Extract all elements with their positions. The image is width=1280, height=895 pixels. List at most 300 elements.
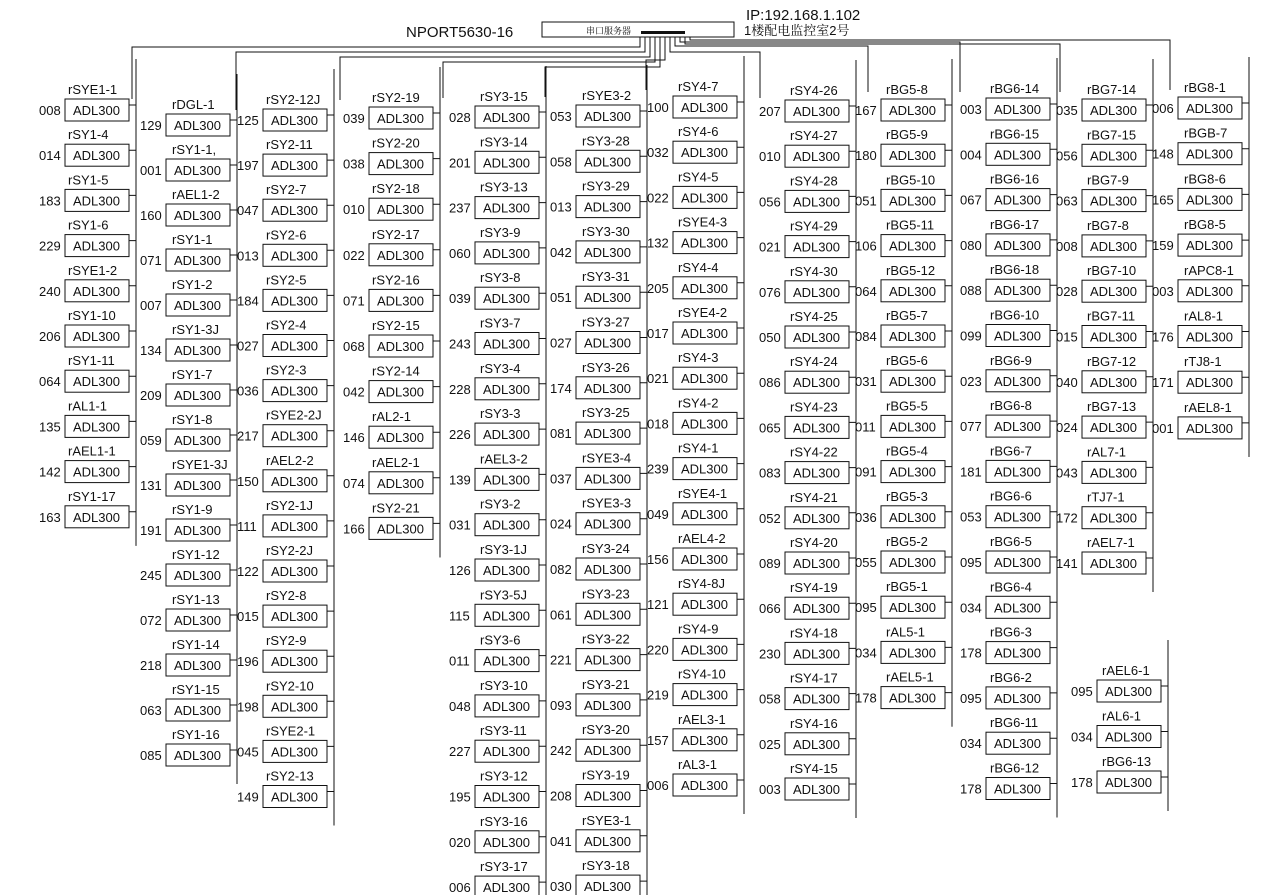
device-rBG6-2[interactable] [960, 670, 1050, 709]
device-address: 111 [237, 518, 257, 534]
device-stub [1242, 332, 1249, 366]
device-model: ADL300 [271, 609, 318, 625]
device-rSY4-3[interactable] [647, 350, 737, 389]
device-address: 196 [237, 654, 259, 670]
device-rSY3-14[interactable] [449, 134, 539, 173]
device-rBG7-13[interactable] [1056, 399, 1146, 438]
device-rSYE3-2[interactable] [550, 88, 640, 127]
device-stub [230, 570, 237, 604]
device-stub [737, 690, 744, 724]
device-model: ADL300 [271, 699, 318, 715]
device-address: 008 [39, 103, 61, 118]
device-rSY2-13[interactable] [237, 769, 327, 808]
device-rBG6-18[interactable] [960, 262, 1050, 301]
device-rSY4-21[interactable] [759, 490, 849, 529]
device-model: ADL300 [73, 103, 120, 118]
device-rSY2-4[interactable] [237, 318, 327, 357]
device-rSY3-24[interactable] [550, 541, 640, 580]
device-tag: rSYE2-2J [266, 407, 322, 423]
device-tag: rSY2-14 [372, 363, 420, 379]
device-tag: rBG6-9 [990, 352, 1032, 368]
device-stub [737, 328, 744, 362]
device-rSY1-1[interactable] [140, 232, 230, 271]
device-rBG5-10[interactable] [855, 172, 945, 211]
device-rSY3-5J[interactable] [449, 587, 539, 626]
device-rAEL3-1[interactable] [647, 712, 737, 751]
device-rSY3-11[interactable] [449, 723, 539, 762]
device-rSY3-2[interactable] [449, 497, 539, 536]
device-rSY4-5[interactable] [647, 169, 737, 208]
device-stub [433, 295, 440, 329]
device-rSY2-7[interactable] [237, 182, 327, 221]
device-rSY4-10[interactable] [647, 667, 737, 706]
device-stub [1242, 377, 1249, 411]
device-rSY3-28[interactable] [550, 133, 640, 172]
device-tag: rSY1-9 [172, 502, 213, 517]
device-rSY2-1J[interactable] [237, 498, 327, 537]
device-stub [327, 611, 334, 645]
device-address: 020 [449, 834, 471, 850]
device-model: ADL300 [483, 336, 530, 352]
device-model: ADL300 [174, 523, 221, 538]
device-rSY2-21[interactable] [343, 500, 433, 539]
device-rBG6-8[interactable] [960, 398, 1050, 437]
device-model: ADL300 [1105, 684, 1152, 699]
device-rSY4-6[interactable] [647, 124, 737, 163]
device-rSYE1-1[interactable] [39, 82, 129, 121]
device-tag: rSY4-8J [678, 576, 725, 592]
device-rSY1-12[interactable] [140, 547, 230, 586]
device-column-col12 [1152, 80, 1242, 439]
device-model: ADL300 [584, 335, 631, 351]
device-rSY4-4[interactable] [647, 260, 737, 299]
device-tag: rSY1-15 [172, 682, 220, 697]
device-address: 093 [550, 697, 572, 713]
device-rSY4-17[interactable] [759, 671, 849, 710]
device-address: 198 [237, 699, 259, 715]
device-rBG5-9[interactable] [855, 127, 945, 166]
device-rAEL1-2[interactable] [140, 187, 230, 226]
device-stub [539, 384, 546, 418]
device-address: 067 [960, 192, 982, 208]
device-rAL6-1[interactable] [1071, 709, 1161, 748]
device-rSY2-8[interactable] [237, 588, 327, 627]
device-tag: rSY3-13 [480, 179, 528, 195]
device-stub [945, 512, 952, 546]
device-rBG8-1[interactable] [1152, 80, 1242, 119]
device-rSY1-14[interactable] [140, 637, 230, 676]
device-rSY3-7[interactable] [449, 316, 539, 355]
device-tag: rSY3-9 [480, 224, 521, 240]
device-rSY4-30[interactable] [759, 264, 849, 303]
device-address: 219 [647, 687, 669, 703]
device-rSY2-15[interactable] [343, 318, 433, 357]
device-rAPC8-1[interactable] [1152, 263, 1242, 302]
device-rDGL-1[interactable] [140, 97, 230, 136]
device-address: 197 [237, 158, 259, 174]
device-rSY3-22[interactable] [550, 632, 640, 671]
device-rSY2-3[interactable] [237, 363, 327, 402]
device-tag: rTJ8-1 [1184, 354, 1222, 370]
device-rBG7-8[interactable] [1056, 218, 1146, 257]
device-rSY4-19[interactable] [759, 580, 849, 619]
device-rSY3-23[interactable] [550, 586, 640, 625]
device-rBG6-4[interactable] [960, 579, 1050, 618]
device-rSY3-16[interactable] [449, 814, 539, 853]
device-rSY3-9[interactable] [449, 225, 539, 264]
device-tag: rSY2-2J [266, 543, 313, 558]
device-address: 089 [759, 556, 781, 571]
device-rSY2-6[interactable] [237, 227, 327, 266]
device-tag: rBG8-6 [1184, 171, 1226, 187]
device-rSY1-15[interactable] [140, 682, 230, 721]
device-rBG5-12[interactable] [855, 263, 945, 302]
device-rSY4-23[interactable] [759, 399, 849, 438]
device-rSY4-7[interactable] [647, 79, 737, 118]
device-rSY2-18[interactable] [343, 181, 433, 220]
device-rBG7-12[interactable] [1056, 354, 1146, 393]
device-address: 171 [1152, 375, 1174, 391]
device-rBG6-16[interactable] [960, 172, 1050, 211]
device-rSY2-17[interactable] [343, 227, 433, 266]
device-stub [327, 250, 334, 284]
device-model: ADL300 [271, 564, 318, 579]
device-rBG5-1[interactable] [855, 579, 945, 618]
device-model: ADL300 [174, 163, 221, 178]
device-stub [945, 241, 952, 275]
device-rBG8-6[interactable] [1152, 171, 1242, 210]
device-model: ADL300 [994, 328, 1041, 344]
device-model: ADL300 [271, 473, 318, 489]
device-rSYE2-2J[interactable] [237, 408, 327, 447]
device-rSY3-6[interactable] [449, 633, 539, 672]
device-tag: rBG5-7 [886, 308, 928, 323]
device-rSY3-26[interactable] [550, 360, 640, 399]
device-stub [230, 300, 237, 334]
device-address: 014 [39, 148, 61, 164]
device-stub [539, 792, 546, 826]
device-stub [129, 467, 136, 501]
device-rAEL5-1[interactable] [855, 670, 945, 709]
device-model: ADL300 [681, 506, 728, 522]
device-rSY1-11[interactable] [39, 353, 129, 392]
device-rBG6-11[interactable] [960, 715, 1050, 754]
device-address: 083 [759, 465, 781, 481]
device-rBG5-7[interactable] [855, 308, 945, 347]
device-rBG6-13[interactable] [1071, 754, 1161, 793]
device-tag: rSY4-9 [678, 621, 719, 637]
device-rSY1-4[interactable] [39, 127, 129, 166]
device-rSY2-16[interactable] [343, 272, 433, 311]
device-address: 159 [1152, 238, 1174, 254]
device-rSY4-1[interactable] [647, 441, 737, 480]
device-tag: rSY4-27 [790, 128, 838, 144]
device-model: ADL300 [377, 384, 424, 400]
device-stub [640, 473, 647, 507]
device-rSY3-13[interactable] [449, 180, 539, 219]
device-rBG6-7[interactable] [960, 443, 1050, 482]
device-tag: rBG8-5 [1184, 217, 1226, 233]
device-address: 172 [1056, 510, 1078, 526]
device-rSYE4-3[interactable] [647, 215, 737, 254]
device-rSYE3-3[interactable] [550, 496, 640, 535]
device-model: ADL300 [1090, 193, 1137, 209]
device-rSY2-19[interactable] [343, 90, 433, 129]
device-stub [640, 338, 647, 372]
device-address: 071 [343, 293, 365, 309]
device-rSY2-5[interactable] [237, 272, 327, 311]
device-model: ADL300 [584, 199, 631, 215]
device-rBG8-5[interactable] [1152, 217, 1242, 256]
device-rSY2-11[interactable] [237, 137, 327, 176]
device-rSY4-8J[interactable] [647, 576, 737, 615]
device-rSY3-31[interactable] [550, 269, 640, 308]
device-rSY3-1J[interactable] [449, 542, 539, 581]
device-rSY1-17[interactable] [39, 489, 129, 528]
device-address: 220 [647, 642, 669, 658]
device-address: 051 [550, 290, 572, 306]
device-rSYE4-1[interactable] [647, 486, 737, 525]
device-rAL7-1[interactable] [1056, 444, 1146, 483]
device-rSY4-24[interactable] [759, 354, 849, 393]
device-rSY1-16[interactable] [140, 727, 230, 766]
device-rBG6-14[interactable] [960, 81, 1050, 120]
device-tag: rBG6-13 [1102, 754, 1152, 769]
device-rSYE2-1[interactable] [237, 723, 327, 762]
device-tag: rBG8-1 [1184, 80, 1226, 95]
device-rBG7-11[interactable] [1056, 309, 1146, 348]
device-rSY4-2[interactable] [647, 395, 737, 434]
device-tag: rAL7-1 [1087, 444, 1127, 460]
device-rSY1-1,[interactable] [140, 142, 230, 181]
device-rBG5-5[interactable] [855, 398, 945, 437]
device-address: 007 [140, 298, 162, 313]
device-address: 001 [140, 163, 162, 178]
device-rTJ8-1[interactable] [1152, 354, 1242, 393]
device-rSY1-10[interactable] [39, 308, 129, 347]
device-stub [640, 609, 647, 643]
device-address: 099 [960, 328, 982, 344]
device-rSY4-28[interactable] [759, 173, 849, 212]
device-rAL3-1[interactable] [647, 757, 737, 796]
device-address: 156 [647, 552, 669, 567]
device-stub [539, 429, 546, 463]
device-rSY4-22[interactable] [759, 445, 849, 484]
device-rSY3-30[interactable] [550, 224, 640, 263]
device-rSY3-18[interactable] [550, 858, 640, 895]
device-address: 034 [960, 736, 982, 752]
device-tag: rBG7-8 [1087, 217, 1129, 233]
device-model: ADL300 [681, 235, 728, 251]
device-stub [849, 739, 856, 773]
device-tag: rSY3-16 [480, 813, 528, 829]
device-rSY3-12[interactable] [449, 769, 539, 808]
device-tag: rSY3-22 [582, 631, 630, 647]
device-rSY1-8[interactable] [140, 412, 230, 451]
device-rBG6-10[interactable] [960, 308, 1050, 347]
device-rAEL2-1[interactable] [343, 455, 433, 494]
device-address: 028 [449, 110, 471, 125]
device-model: ADL300 [377, 475, 424, 491]
device-rBG6-5[interactable] [960, 534, 1050, 573]
device-rSYE3-1[interactable] [550, 813, 640, 852]
device-rSY4-9[interactable] [647, 621, 737, 660]
device-rAL2-1[interactable] [343, 409, 433, 448]
device-model: ADL300 [994, 102, 1041, 117]
device-rBG5-2[interactable] [855, 534, 945, 573]
device-rSY3-8[interactable] [449, 270, 539, 309]
device-rSY4-25[interactable] [759, 309, 849, 348]
device-rSY4-26[interactable] [759, 83, 849, 122]
device-rAL5-1[interactable] [855, 624, 945, 663]
device-stub [433, 204, 440, 238]
device-rBG6-6[interactable] [960, 489, 1050, 528]
device-rSY1-7[interactable] [140, 367, 230, 406]
device-rBGB-7[interactable] [1152, 126, 1242, 165]
device-column-col3 [237, 92, 327, 808]
device-address: 050 [759, 330, 781, 345]
device-tag: rSY3-10 [480, 677, 528, 693]
device-rSY3-19[interactable] [550, 768, 640, 807]
device-rSY4-29[interactable] [759, 219, 849, 258]
device-rSY4-16[interactable] [759, 716, 849, 755]
device-model: ADL300 [1090, 148, 1137, 164]
device-model: ADL300 [483, 834, 530, 850]
device-stub [230, 390, 237, 424]
device-rSY4-20[interactable] [759, 535, 849, 574]
device-address: 042 [343, 384, 365, 400]
device-stub [433, 523, 440, 557]
device-rBG5-11[interactable] [855, 218, 945, 257]
device-model: ADL300 [174, 613, 221, 628]
device-rSY3-20[interactable] [550, 722, 640, 761]
device-stub [230, 750, 237, 784]
device-rAL8-1[interactable] [1152, 309, 1242, 348]
device-stub [327, 295, 334, 329]
device-rSY2-12J[interactable] [237, 92, 327, 131]
device-address: 056 [759, 194, 781, 210]
device-rBG6-9[interactable] [960, 353, 1050, 392]
device-tag: rBG5-10 [886, 172, 936, 188]
device-rAL1-1[interactable] [39, 398, 129, 437]
device-rBG7-10[interactable] [1056, 263, 1146, 302]
device-rSY1-9[interactable] [140, 502, 230, 541]
device-rAEL3-2[interactable] [449, 451, 539, 490]
device-rBG7-9[interactable] [1056, 173, 1146, 212]
device-tag: rBG6-10 [990, 307, 1040, 323]
device-model: ADL300 [793, 420, 840, 436]
device-model: ADL300 [681, 687, 728, 703]
device-stub [1242, 286, 1249, 320]
device-rBG5-6[interactable] [855, 353, 945, 392]
device-model: ADL300 [271, 744, 318, 760]
device-rSY2-20[interactable] [343, 136, 433, 175]
device-address: 060 [449, 245, 471, 261]
device-tag: rAEL3-2 [480, 451, 528, 467]
device-rBG6-15[interactable] [960, 126, 1050, 165]
device-stub [945, 286, 952, 320]
device-tag: rAEL1-2 [172, 187, 220, 202]
device-rSY2-14[interactable] [343, 364, 433, 403]
device-model: ADL300 [483, 291, 530, 307]
device-rSY3-3[interactable] [449, 406, 539, 445]
device-rBG6-12[interactable] [960, 761, 1050, 800]
device-rAEL4-2[interactable] [647, 531, 737, 570]
device-address: 028 [1056, 284, 1078, 300]
device-address: 095 [1071, 684, 1093, 699]
device-rSYE4-2[interactable] [647, 305, 737, 344]
device-tag: rAEL2-1 [372, 454, 420, 470]
device-rSY1-6[interactable] [39, 218, 129, 257]
device-rSY3-25[interactable] [550, 405, 640, 444]
device-model: ADL300 [483, 200, 530, 216]
device-rSY3-27[interactable] [550, 315, 640, 354]
device-stub [539, 701, 546, 735]
device-rSY3-21[interactable] [550, 677, 640, 716]
device-rSY4-27[interactable] [759, 128, 849, 167]
device-model: ADL300 [994, 283, 1041, 299]
device-rSY2-2J[interactable] [237, 543, 327, 582]
device-model: ADL300 [377, 293, 424, 309]
device-rSY1-2[interactable] [140, 277, 230, 316]
device-rSY4-15[interactable] [759, 761, 849, 800]
device-rSY3-4[interactable] [449, 361, 539, 400]
device-model: ADL300 [994, 419, 1041, 435]
device-rSY3-15[interactable] [449, 89, 539, 128]
device-tag: rBG6-11 [990, 715, 1039, 731]
device-rAEL8-1[interactable] [1152, 400, 1242, 439]
device-stub [640, 156, 647, 190]
device-tag: rSY1-7 [172, 367, 213, 382]
device-tag: rSY4-2 [678, 395, 719, 411]
device-address: 006 [1152, 101, 1174, 116]
device-address: 063 [140, 703, 162, 718]
device-rBG7-14[interactable] [1056, 82, 1146, 121]
device-model: ADL300 [681, 732, 728, 748]
device-rSY3-17[interactable] [449, 859, 539, 895]
device-rBG5-4[interactable] [855, 444, 945, 483]
device-rSY2-9[interactable] [237, 633, 327, 672]
device-rSY3-29[interactable] [550, 179, 640, 218]
device-model: ADL300 [73, 464, 120, 480]
device-rAEL6-1[interactable] [1071, 663, 1161, 702]
device-rSYE1-2[interactable] [39, 263, 129, 302]
device-tag: rBG5-1 [886, 579, 928, 595]
device-rSY3-10[interactable] [449, 678, 539, 717]
device-rSYE1-3J[interactable] [140, 457, 230, 496]
device-model: ADL300 [377, 339, 424, 354]
device-rAEL7-1[interactable] [1056, 535, 1146, 574]
device-address: 039 [449, 291, 471, 307]
device-rAEL2-2[interactable] [237, 453, 327, 492]
device-rSY1-13[interactable] [140, 592, 230, 631]
device-rSY4-18[interactable] [759, 625, 849, 664]
device-rBG5-3[interactable] [855, 489, 945, 528]
device-address: 218 [140, 658, 162, 673]
device-rTJ7-1[interactable] [1056, 490, 1146, 529]
device-model: ADL300 [271, 338, 318, 354]
device-rSYE3-4[interactable] [550, 450, 640, 489]
device-stub [849, 784, 856, 818]
device-rSY1-3J[interactable] [140, 322, 230, 361]
device-rBG6-3[interactable] [960, 625, 1050, 664]
device-rSY2-10[interactable] [237, 678, 327, 717]
device-rSY1-5[interactable] [39, 172, 129, 211]
device-rAEL1-1[interactable] [39, 444, 129, 483]
device-rBG7-15[interactable] [1056, 127, 1146, 166]
device-address: 061 [550, 607, 572, 623]
device-rBG6-17[interactable] [960, 217, 1050, 256]
